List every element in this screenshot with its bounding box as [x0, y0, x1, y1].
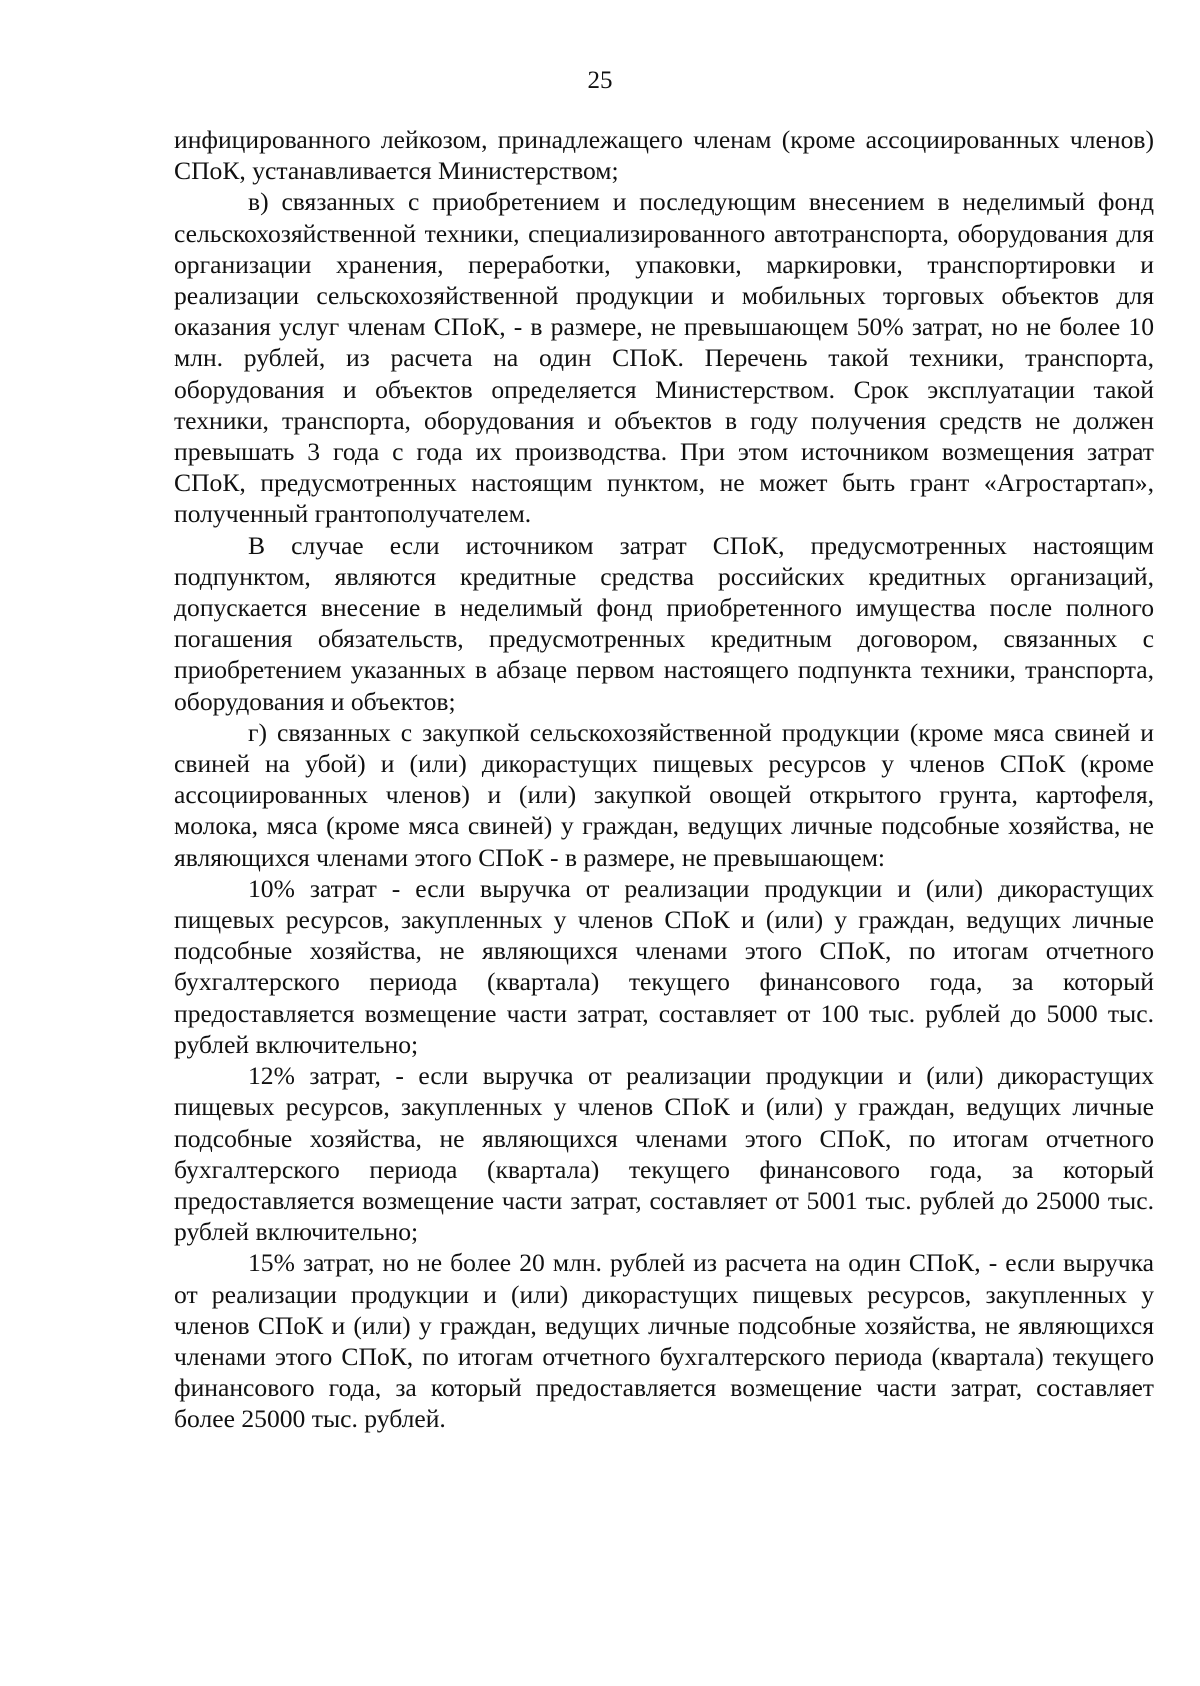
paragraph-rate-15: 15% затрат, но не более 20 млн. рублей из расчета на один СПоК, - если выручка от реализации продукции и (или) дикорастущих пищевых ресурсов, закупленных у членов СПоК и (или) у граждан, ведущих личные подсобные хозяйства, не являющихся членами этого СПоК, по итогам отчетного бухгалтерского периода (квартала) текущего финансового года, за который предоставляется возмещение части затрат, составляет более 25000 тыс. рублей. — [174, 1248, 1154, 1434]
paragraph-rate-10: 10% затрат - если выручка от реализации продукции и (или) дикорастущих пищевых ресурсов, закупленных у членов СПоК и (или) у граждан, ведущих личные подсобные хозяйства, не являющихся членами этого СПоК, по итогам отчетного бухгалтерского периода (квартала) текущего финансового года, за который предоставляется возмещение части затрат, составляет от 100 тыс. рублей до 5000 тыс. рублей включительно; — [174, 873, 1154, 1059]
page-number: 25 — [587, 67, 613, 94]
paragraph-continuation: инфицированного лейкозом, принадлежащего членам (кроме ассоциированных членов) СПоК, устанавливается Министерством; — [174, 125, 1154, 186]
paragraph-subitem-g: г) связанных с закупкой сельскохозяйственной продукции (кроме мяса свиней и свиней на убой) и (или) дикорастущих пищевых ресурсов у членов СПоК (кроме ассоциированных членов) и (или) закупкой овощей открытого грунта, картофеля, молока, мяса (кроме мяса свиней) у граждан, ведущих личные подсобные хозяйства, не являющихся членами этого СПоК - в размере, не превышающем: — [174, 717, 1154, 872]
document-body — [174, 124, 1154, 1435]
paragraph-credit-funds: В случае если источником затрат СПоК, предусмотренных настоящим подпунктом, являются кредитные средства российских кредитных организаций, допускается внесение в неделимый фонд приобретенного имущества после полного погашения обязательств, предусмотренных кредитным договором, связанных с приобретением указанных в абзаце первом настоящего подпункта техники, транспорта, оборудования и объектов; — [174, 530, 1154, 716]
paragraph-subitem-v: в) связанных с приобретением и последующим внесением в неделимый фонд сельскохозяйственной техники, специализированного автотранспорта, оборудования для организации хранения, переработки, упаковки, маркировки, транспортировки и реализации сельскохозяйственной продукции и мобильных торговых объектов для оказания услуг членам СПоК, - в размере, не превышающем 50% затрат, но не более 10 млн. рублей, из расчета на один СПоК. Перечень такой техники, транспорта, оборудования и объектов определяется Министерством. Срок эксплуатации такой техники, транспорта, оборудования и объектов в году получения средств не должен превышать 3 года с года их производства. При этом источником возмещения затрат СПоК, предусмотренных настоящим пунктом, не может быть грант «Агростартап», полученный грантополучателем. — [174, 187, 1154, 529]
paragraph-rate-12: 12% затрат, - если выручка от реализации продукции и (или) дикорастущих пищевых ресурсов, закупленных у членов СПоК и (или) у граждан, ведущих личные подсобные хозяйства, не являющихся членами этого СПоК, по итогам отчетного бухгалтерского периода (квартала) текущего финансового года, за который предоставляется возмещение части затрат, составляет от 5001 тыс. рублей до 25000 тыс. рублей включительно; — [174, 1061, 1154, 1247]
